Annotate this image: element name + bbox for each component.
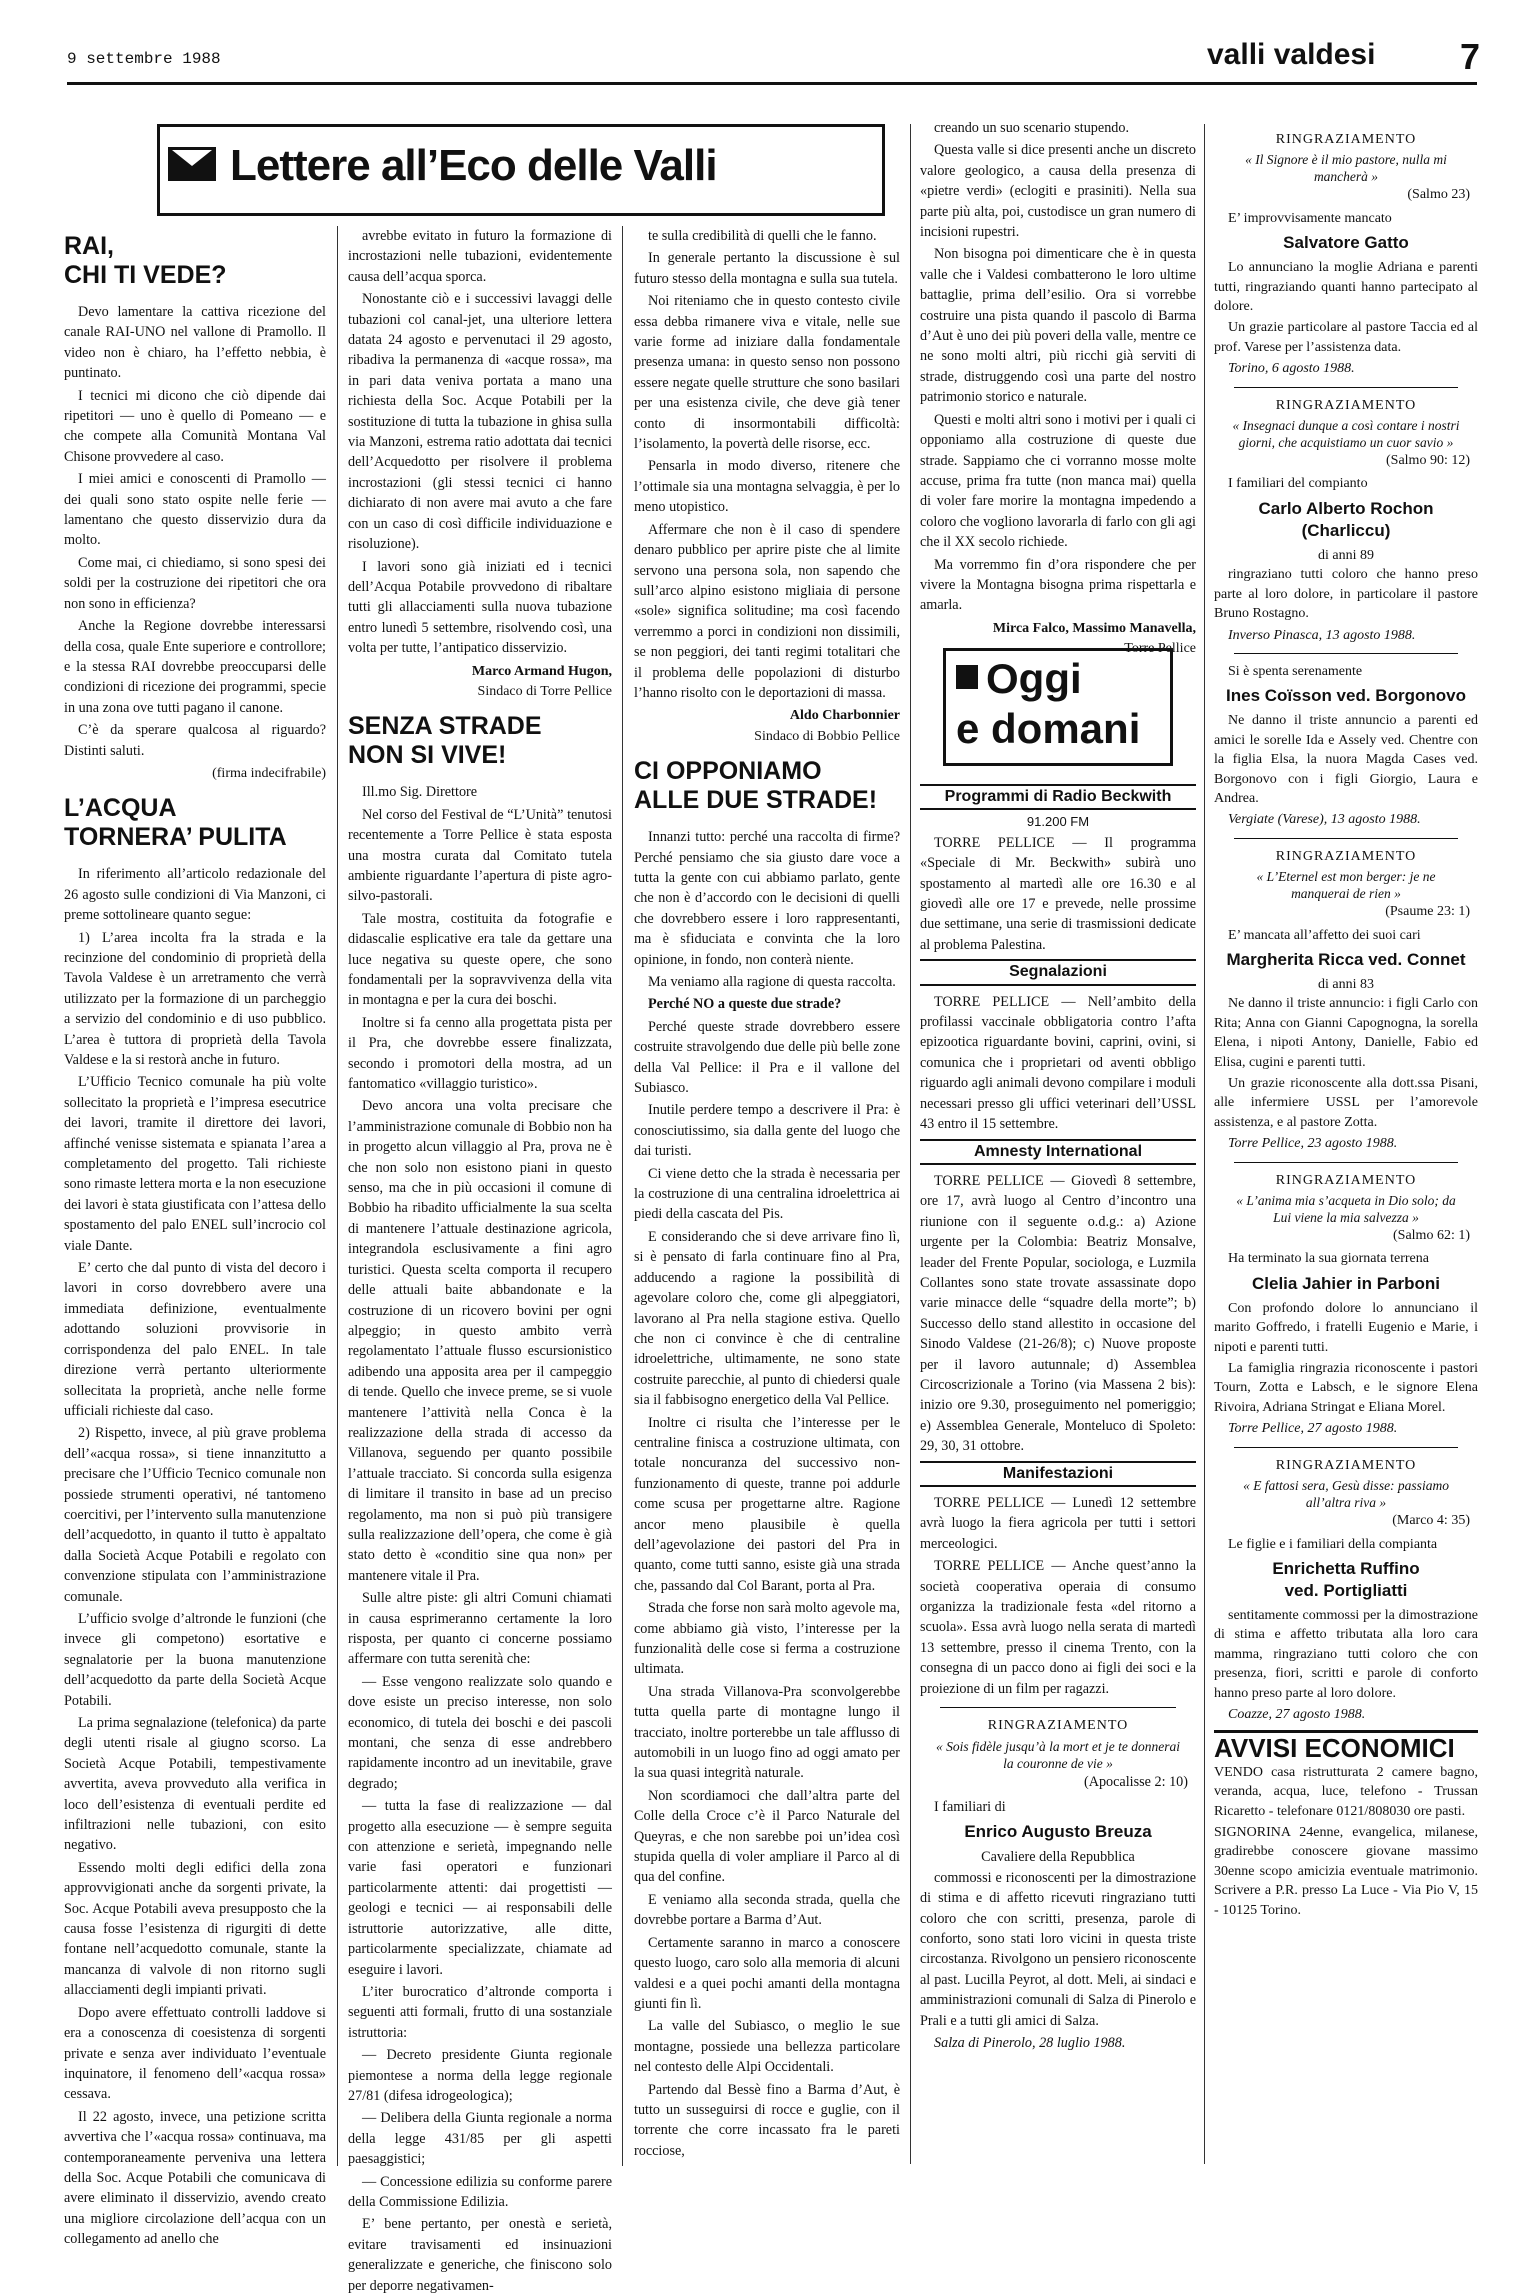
envelope-icon [168, 147, 216, 181]
column-divider [622, 226, 623, 2166]
verse: « E fattosi sera, Gesù disse: passiamo all’altra riva » [1243, 1478, 1449, 1511]
verse-reference: (Salmo 23) [1407, 187, 1470, 203]
notice-heading: RINGRAZIAMENTO [1275, 397, 1417, 413]
oggi-e-domani-box [943, 648, 1173, 766]
article-headline: SENZA STRADE NON SI VIVE! [348, 712, 542, 770]
person-name: Carlo Alberto Rochon (Charliccu) [1258, 498, 1434, 540]
column-4: creando un suo scenario stupendo. Questa valle si dice presenti anche un discreto valore geologico, a causa della presenza di «pietre verdi» (eclogiti e prasiniti). Nella sua parte più alta, poi, custodisce un gran numero di incisioni rupestri. Non bisogna poi dimenticare che è in questa valle che i Valdesi combatterono le loro ultime battaglie, prima dell’esilio. Ora si vorrebbe costruire una pista quando il pascolo di Barma d’Aut è uno dei più poveri della valle, mentre ce ne sono molti altri, più ricchi già serviti di strade, distruggendo così una parte del nostro patrimonio storico e naturale. Questi e molti altri sono i motivi per i quali ci opponiamo alla costruzione di queste due strade. Sappiamo che ci vorranno mosse molte accuse, prima fra tutte (non manca mai) quella di voler fare morire la montagna impedendo a coloro che vogliono lavorarla di farlo con gli agi che il XX secolo richiede. Ma vorremmo fin d’ora rispondere che per vivere la Montagna bisogna prima rispettarla e amarla. Mirca Falco, Massimo Manavella, Torre Pellice [920, 118, 1196, 2164]
person-title: Cavaliere della Repubblica [981, 1849, 1135, 1866]
column-divider [910, 124, 911, 2164]
notice-heading: RINGRAZIAMENTO [987, 1718, 1129, 1734]
verse-reference: (Apocalisse 2: 10) [1083, 1774, 1188, 1791]
person-age: di anni 89 [1318, 547, 1374, 563]
section-heading: Amnesty International [920, 1139, 1196, 1165]
avvisi-rule [1214, 1730, 1478, 1733]
column-5: RINGRAZIAMENTO « Il Signore è il mio pastore, nulla mi mancherà » (Salmo 23) E’ improvvisamente mancato Salvatore Gatto Lo annunciano la moglie Adriana e parenti tutti, ringraziando quanti hanno partecipato al dolore. Un grazie particolare al pastore Taccia ed al prof. Varese per l’assistenza data. Torino, 6 agosto 1988. RINGRAZIAMENTO « Insegnaci dunque a così contare i nostri giorni, che acquistiamo un cuor savio » (Salmo 90: 12) I familiari del compianto Carlo Alberto Rochon (Charliccu) di anni 89 ringraziano tutti coloro che hanno preso parte al loro dolore, in particolare il pastore Bruno Rostagno. Inverso Pinasca, 13 agosto 1988. Si è spenta serenamente Ines Coïsson ved. Borgonovo Ne danno il triste annuncio a parenti ed amici le sorelle Ida e Assely ved. Chentre con la figlia Elsa, la nuora Magda Cases ved. Borgonovo con i figli Giorgio, Laura e Andrea. Vergiate (Varese), 13 agosto 1988. RINGRAZIAMENTO « L’Eternel est mon berger: je ne manquerai de rien » (Psaume 23: 1) E’ mancata all’affetto dei suoi cari Margherita Ricca ved. Connet di anni 83 Ne danno il triste annuncio: i figli Carlo con Rita; Anna con Gianni Capognogna, la sorella Elena, i nipoti Antony, Danielle, Fabio ed Elisa, cugini e parenti tutti. Un grazie riconoscente alla dott.ssa Pisani, alle infermiere USSL per l’amorevole assistenza, e al pastore Zotta. Torre Pellice, 23 agosto 1988. RINGRAZIAMENTO « L’anima mia s’acqueta in Dio solo; da Lui viene la mia salvezza » (Salmo 62: 1) Ha terminato la sua giornata terrena Clelia Jahier in Parboni Con profondo dolore lo annunciano il marito Goffredo, i fratelli Eugenio e Marie, i nipoti e parenti tutti. La famiglia ringrazia riconoscente i pastori Tourn, Zotta e Labsch, e le signore Elena Rivoira, Adriana Stringat e Eliana Morel. Torre Pellice, 27 agosto 1988. RINGRAZIAMENTO « E fattosi sera, Gesù disse: passiamo all’altra riva » (Marco 4: 35) Le figlie e i familiari della compianta Enrichetta Ruffino ved. Portigliatti sentitamente commossi per la dimostrazione di stima e affetto tributata alla loro cara mamma, ringraziano tutti coloro che con presenza, fiori, scritti e parole di conforto hanno preso parte al loro dolore. Coazze, 27 agosto 1988. AVVISI ECONOMICI VENDO casa ristrutturata 2 camere bagno, veranda, acqua, luce, telefono - Trussan Ricaretto - telefonare 0121/808030 ore pasti. SIGNORINA 24enne, evangelica, milanese, gradirebbe conoscere giovane massimo 30enne scopo amicizia eventuale matrimonio. Scrivere a P.R. presso La Luce - Via Pio V, 15 - 10125 Torino. [1214, 132, 1478, 1918]
divider [1234, 387, 1458, 388]
radio-frequency: 91.200 FM [1026, 814, 1090, 830]
verse-reference: (Psaume 23: 1) [1385, 904, 1470, 920]
divider [1234, 838, 1458, 839]
section-title: AVVISI ECONOMICI [1214, 1733, 1455, 1764]
page-number: 7 [1460, 36, 1481, 77]
person-name: Ines Coïsson ved. Borgonovo [1226, 686, 1466, 706]
notice-heading: RINGRAZIAMENTO [1275, 1457, 1417, 1473]
section-title: Oggi [986, 655, 1082, 702]
article-headline: RAI, CHI TI VEDE? [64, 232, 227, 289]
verse: « L’anima mia s’acqueta in Dio solo; da Lui viene la mia salvezza » [1236, 1193, 1456, 1226]
signature: Mirca Falco, Massimo Manavella, Torre Pellice [992, 620, 1196, 657]
banner-title: Lettere all’Eco delle Valli [230, 141, 717, 190]
column-4-events: Programmi di Radio Beckwith 91.200 FM TORRE PELLICE — Il programma «Speciale di Mr. Beckwith» subirà uno spostamento al martedì alle ore 16.30 e al giovedì alle ore 17 e prevede, nelle prossime due settimane, una serie di trasmissioni dedicate al problema Palestina. Segnalazioni TORRE PELLICE — Nell’ambito della profilassi vaccinale obbligatoria contro l’afta epizootica riguardante bovini, caprini, ovini, si comunica che i proprietari od aventi obbligo riguardo agli animali devono compilare i moduli necessari presso gli uffici veterinari dell’USSL 43 entro il 15 settembre. Amnesty International TORRE PELLICE — Giovedì 8 settembre, ore 17, avrà luogo al Centro d’incontro una riunione con il seguente o.d.g.: a) Azione urgente per la Colombia: Beatriz Monsalve, leader del Frente Popular, sociologa, e Luzmila Collantes sono state trovate assassinate dopo varie minacce delle “squadre della morte”; b) Successo dello stand allestito in occasione del Sinodo Valdese (21-26/8); c) Nuove proposte per il lavoro autunnale; d) Assemblea Circoscrizionale a Torino (via Massena 2 bis): inizio ore 9.30, proseguimento nel pomeriggio; e) Assemblea Generale, Monteluco di Spoleto: 29, 30, 31 ottobre. Manifestazioni TORRE PELLICE — Lunedì 12 settembre avrà luogo la fiera agricola per tutti i settori merceologici. TORRE PELLICE — Anche quest’anno la società cooperativa operaia di consumo organizza la tradizionale festa «del ritorno a scuola». Essa avrà luogo nella serata di martedì 13 settembre, presso il cinema Trento, con la consegna di un pacco dono ai figli dei soci e la proiezione di un film per ragazzi. RINGRAZIAMENTO « Sois fidèle jusqu’à la mort et je te donnerai la couronne de vie » (Apocalisse 2: 10) I familiari di Enrico Augusto Breuza Cavaliere della Repubblica commossi e riconoscenti per la dimostrazione di stima e di affetto ricevuti ringraziano tutti coloro che con scritti, presenza, parole di conforto, sono stati loro vicini in questa triste circostanza. Rivolgono un pensiero riconoscente al past. Lucilla Peyrot, al dott. Meli, ai sindaci e amministrazioni comunali di Salza di Pinerolo e Prali e a tutti gli amici di Salza. Salza di Pinerolo, 28 luglio 1988. [920, 780, 1196, 2164]
column-divider [1204, 124, 1205, 2164]
section-heading: Programmi di Radio Beckwith [920, 784, 1196, 810]
letters-banner [157, 124, 885, 216]
person-name: Clelia Jahier in Parboni [1251, 1273, 1440, 1293]
person-name: Salvatore Gatto [1283, 233, 1409, 253]
verse-reference: (Salmo 62: 1) [1393, 1228, 1470, 1244]
article-headline: CI OPPONIAMO ALLE DUE STRADE! [634, 757, 878, 815]
signature: Aldo Charbonnier Sindaco di Bobbio Pellice [754, 708, 900, 744]
verse-reference: (Salmo 90: 12) [1386, 453, 1470, 469]
header-rule [67, 82, 1477, 85]
divider [1234, 653, 1458, 654]
verse: « Il Signore è il mio pastore, nulla mi mancherà » [1245, 152, 1447, 185]
notice-heading: RINGRAZIAMENTO [1275, 132, 1417, 147]
column-1: RAI, CHI TI VEDE? Devo lamentare la cattiva ricezione del canale RAI-UNO nel vallone di Pramollo. Il video non è chiaro, ha l’effetto nebbia, è puntinato. I tecnici mi dicono che ciò dipende dai ripetitori — uno è quello di Pomeano — e che compete alla Comunità Montana Val Chisone provvedere al caso. I miei amici e conoscenti di Pramollo — dei quali sono stato ospite nelle ferie — lamentano che questo disservizio dura da molto. Come mai, ci chiediamo, si sono spesi dei soldi per la costruzione dei ripetitori che ora non sono in efficienza? Anche la Regione dovrebbe interessarsi della cosa, quale Ente superiore e controllore; e la stessa RAI dovrebbe preoccuparsi delle condizioni di ricezione dei programmi, specie in una zona ove tutti pagano il canone. C’è da sperare qualcosa al riguardo? Distinti saluti. (firma indecifrabile) L’ACQUA TORNERA’ PULITA In riferimento all’articolo redazionale del 26 agosto sulle condizioni di Via Manzoni, ci preme sottolineare quanto segue: 1) L’area incolta fra la strada e la recinzione del condominio di proprietà della Tavola Valdese è un arretramento che verrà utilizzato per la formazione di un parcheggio a servizio del condominio e di uso pubblico. L’area è tuttora di proprietà della Tavola Valdese e la si restorà anche in futuro. L’Ufficio Tecnico comunale ha più volte sollecitato la proprietà e l’impresa esecutrice dei lavori, tramite il direttore dei lavori, affinché venisse sistemata e spianata l’area a completamento del progetto. Tali richieste sono rimaste lettera morta e la non esecuzione dei lavori è stata giustificata con l’attesa dello spostamento del palo ENEL sull’incrocio col viale Dante. E’ certo che dal punto di vista del decoro i lavori in corso dovrebbero avere una immediata definizione, eventualmente adottando soluzioni provvisorie in corrispondenza del palo ENEL. In tale direzione verrà pertanto ulteriormente sollecitata la proprietà, anche nelle forme ufficiali richieste dal caso. 2) Rispetto, invece, al più grave problema dell’«acqua rossa», si tiene innanzitutto a precisare che l’Ufficio Tecnico comunale non possiede strumenti operativi, né tantomeno coercitivi, per l’intervento sulla manutenzione dell’acquedotto, in quanto il tutto è appaltato dalla Società Acque Potabili e regolato con convenzione stipulata con l’amministrazione comunale. L’ufficio svolge d’altronde le funzioni (che invece gli competono) esortative e segnalatorie per la buona manutenzione dell’acquedotto da parte della Società Acque Potabili. La prima segnalazione (telefonica) da parte degli utenti risale al giugno scorso. La Società Acque Potabili, tempestivamente avvertita, aveva provveduto alla verifica in loco dell’esistenza di eventuali perdite ed infiltrazioni nelle tubazioni, con esito negativo. Essendo molti degli edifici della zona approvvigionati anche da sorgenti private, la Soc. Acque Potabili aveva presupposto che la causa fosse l’esistenza di rigurgiti di dette fontane nell’acquedotto comunale, stante la mancanza di valvole di non ritorno sugli allacciamenti degli impianti privati. Dopo avere effettuato controlli laddove si era a conoscenza di coesistenza di sorgenti private e senza aver individuato l’eventuale inquinatore, il fenomeno dell’«acqua rossa» cessava. Il 22 agosto, invece, una petizione scritta avvertiva che l’«acqua rossa» continuava, ma contemporaneamente perveniva una lettera della Soc. Acque Potabili che comunicava di avere eliminato il disservizio, avendo creato una migliore circolazione dell’acqua con un collegamento ad anello che [64, 232, 326, 2248]
person-name: Enrico Augusto Breuza [964, 1822, 1152, 1842]
notice-heading: RINGRAZIAMENTO [1275, 848, 1417, 864]
section-heading: Manifestazioni [920, 1461, 1196, 1487]
column-2: avrebbe evitato in futuro la formazione di incrostazioni nelle tubazioni, evidentemente causa dell’acqua sporca. Nonostante ciò e i successivi lavaggi delle tubazioni col canal-jet, una ulteriore lettera datata 24 agosto e pervenutaci il 29 agosto, ribadiva la permanenza di «acque rossa», ma in pari data veniva portata a mano una richiesta della Soc. Acque Potabili per la sostituzione di tutta la tubazione in ghisa sulla via Manzoni, estrema ratio adottata dai tecnici dell’Acquedotto per risolvere il problema incrostazioni (gli stessi tecnici ci hanno dichiarato di non avere mai avuto a che fare con un caso di così difficile individuazione e risoluzione). I lavori sono già iniziati ed i tecnici dell’Acqua Potabile provvedono di ribaltare tutti gli allacciamenti sulla nuova tubazione entro lunedì 5 settembre, risolvendo così, una volta per tutte, l’antipatico disservizio. Marco Armand Hugon, Sindaco di Torre Pellice SENZA STRADE NON SI VIVE! Ill.mo Sig. Direttore Nel corso del Festival de “L’Unità” tenutosi recentemente a Torre Pellice è stata esposta una mostra curata dal Comitato tutela ambiente riguardante l’apertura di piste agro-silvo-pastorali. Tale mostra, costituita da fotografie e didascalie esplicative era tale da gettare una luce negativa su queste opere, che sono fondamentali per la sopravvivenza della vita in montagna e per la cura dei boschi. Inoltre si fa cenno alla progettata pista per il Pra, che dovrebbe essere finalizzata, secondo i promotori della mostra, ad un fantomatico «villaggio turistico». Devo ancora una volta precisare che l’amministrazione comunale di Bobbio non ha in progetto alcun villaggio al Pra, prova ne è che non solo non esistono piani in questo senso, ma che in più occasioni il comune di Bobbio ha ribadito ufficialmente la sua scelta di mantenere l’attuale destinazione agricola, integrandola esclusivamente a fini agro turistici. Questa scelta comporta il recupero delle attuali baite abbandonate e la costruzione di un ricovero bovini per ogni alpeggio; in questo ambito verrà regolamentato l’attuale flusso escursionistico adibendo una apposita area per il campeggio di tende. Quello che invece preme, se si vuole mantenere l’attività nella Conca è la realizzazione della strada di accesso da Villanova, seguendo per quanto possibile l’attuale tracciato. Si concorda sulla esigenza di limitare il transito in base ad un preciso regolamento, ma non si può più transigere sulla realizzazione dell’opera, che come è già stato detto è «conditio sine qua non» per mantenere vitale il Pra. Sulle altre piste: gli altri Comuni chiamati in causa esprimeranno certamente la loro risposta, per quanto ci concerne possiamo affermare con tutta serenità che: — Esse vengono realizzate solo quando e dove esiste un preciso interesse, non solo economico, di tutela dei boschi e dei pascoli montani, che senza di esse andrebbero rapidamente incontro ad un inevitabile, grave degrado; — tutta la fase di realizzazione — dal progetto alla esecuzione — è sempre seguita con attenzione e serietà, impegnando nelle varie fasi operatori e funzionari particolarmente attenti: dai progettisti — geologi e tecnici — ai responsabili delle istruttorie autorizzative, alle ditte, particolarmente specializzate, chiamate ad eseguire i lavori. L’iter burocratico d’altronde comporta i seguenti atti formali, frutto di una sostanziale istruttoria: — Decreto presidente Giunta regionale piemontese a norma della legge regionale 27/81 (difesa idrogeologica); — Delibera della Giunta regionale a norma della legge 431/85 per gli aspetti paesaggistici; — Concessione edilizia su conforme parere della Commissione Edilizia. E’ bene pertanto, per onestà e serietà, evitare travisamenti ed insinuazioni generalizzate e generiche, che finiscono solo per deporre negativamen- [348, 228, 612, 2294]
newspaper-name: valli valdesi [1207, 38, 1376, 71]
section-heading: Segnalazioni [920, 959, 1196, 985]
person-name: Margherita Ricca ved. Connet [1226, 949, 1466, 969]
verse: « Sois fidèle jusqu’à la mort et je te donnerai la couronne de vie » [935, 1739, 1181, 1772]
signature: Marco Armand Hugon, Sindaco di Torre Pellice [471, 663, 612, 699]
divider [1234, 1447, 1458, 1448]
verse-reference: (Marco 4: 35) [1392, 1513, 1470, 1529]
divider [940, 1707, 1176, 1708]
square-icon [956, 665, 978, 689]
issue-date: 9 settembre 1988 [67, 50, 221, 68]
notice-heading: RINGRAZIAMENTO [1275, 1172, 1417, 1188]
verse: « L’Eternel est mon berger: je ne manquerai de rien » [1256, 869, 1436, 902]
divider [1234, 1162, 1458, 1163]
person-age: di anni 83 [1318, 976, 1374, 992]
page-header [0, 0, 1527, 80]
column-3: te sulla credibilità di quelli che le fanno. In generale pertanto la discussione è sul futuro stesso della montagna e sulla sua tutela. Noi riteniamo che in questo contesto civile essa debba rimanere viva e vitale, nelle sue varie forme ad iniziare dalla fondamentale presenza umana: in questo senso non possono essere negate quelle strutture che sono basilari per una esistenza civile, che deve già tener conto di insormontabili difficoltà: l’isolamento, la povertà delle risorse, ecc. Pensarla in modo diverso, ritenere che l’ottimale sia una montagna selvaggia, è per lo meno utopistico. Affermare che non è il caso di spendere denaro pubblico per aprire piste che al limite servono una persona sola, non sapendo che sull’arco alpino esistono migliaia di persone «sole» significa solitudine; ma così facendo verremmo a porci in condizioni non dissimili, se non peggiori, dei tanti regimi totalitari che il problema delle popolazioni di disturbo l’hanno risolto con le deportazioni di massa. Aldo Charbonnier Sindaco di Bobbio Pellice CI OPPONIAMO ALLE DUE STRADE! Innanzi tutto: perché una raccolta di firme? Perché pensiamo che sia giusto dare voce a tutta la gente con cui abbiamo parlato, gente che non è d’accordo con le decisioni di quelli che dovrebbero essere i loro rappresentanti, ma è sfiduciata e convinta che la loro opinione, in fondo, non conterà niente. Ma veniamo alla ragione di questa raccolta. Perché NO a queste due strade? Perché queste strade dovrebbero essere costruite stravolgendo due delle più belle zone della Val Pellice: il Pra e il vallone del Subiasco. Inutile perdere tempo a descrivere il Pra: è conosciutissimo, sia dalla gente del luogo che dai turisti. Ci viene detto che la strada è necessaria per la costruzione di una centralina idroelettrica ai piedi della cascata del Pis. E considerando che si deve arrivare fino lì, si è pensato di farla continuare fino al Pra, adducendo a ragione la possibilità di agevolare coloro che, come gli alpeggiatori, lavorano al Pra nella stagione estiva. Quello che non ci convince è che di centraline idroelettriche, ultimamente, ne sono state costruite parecchie, al punto di chiedersi quale sia il fabbisogno energetico della Val Pellice. Inoltre ci risulta che l’interesse per le centraline finisca a costruzione ultimata, con totale noncuranza del successivo non-funzionamento di queste, tranne poi addurle come scusa per progettarne altre. Ragione ancor meno plausibile è quella dell’agevolazione dei pastori del Pra in quanto, come tutti sanno, esiste già una strada che, passando dal Col Barant, porta al Pra. Strada che forse non sarà molto agevole ma, come abbiamo già visto, l’interesse per la funzionalità delle cose si ferma a costruzione ultimata. Una strada Villanova-Pra sconvolgerebbe tutta quella parte di montagne lungo il tracciato, inoltre porterebbe un tale afflusso di automobili in un luogo fino ad oggi amato per la sua quasi integrità naturale. Non scordiamoci che dall’altra parte del Colle della Croce c’è il Parco Naturale del Queyras, e che non sarebbe poi un’idea così stupida quella di voler ampliare il Parco al di qua del confine. E veniamo alla seconda strada, quella che dovrebbe portare a Barma d’Aut. Certamente saranno in marco a conoscere questo luogo, caro solo alla memoria di alcuni valdesi e a quei pochi amanti della montagna giunti fin lì. La valle del Subiasco, o meglio le sue montagne, possiede una bellezza particolare nel contesto delle Alpi Occidentali. Partendo dal Bessè fino a Barma d’Aut, è tutto un susseguirsi di rocce e guglie, con il torrente che corre incassato fra le pareti rocciose, [634, 228, 900, 2159]
section-title: e domani [956, 705, 1141, 752]
person-name: Enrichetta Ruffino ved. Portigliatti [1272, 1558, 1420, 1600]
signature: (firma indecifrabile) [212, 765, 326, 781]
column-divider [337, 226, 338, 2166]
article-headline: L’ACQUA TORNERA’ PULITA [64, 794, 287, 852]
verse: « Insegnaci dunque a così contare i nostri giorni, che acquistiamo un cuor savio » [1232, 418, 1460, 451]
